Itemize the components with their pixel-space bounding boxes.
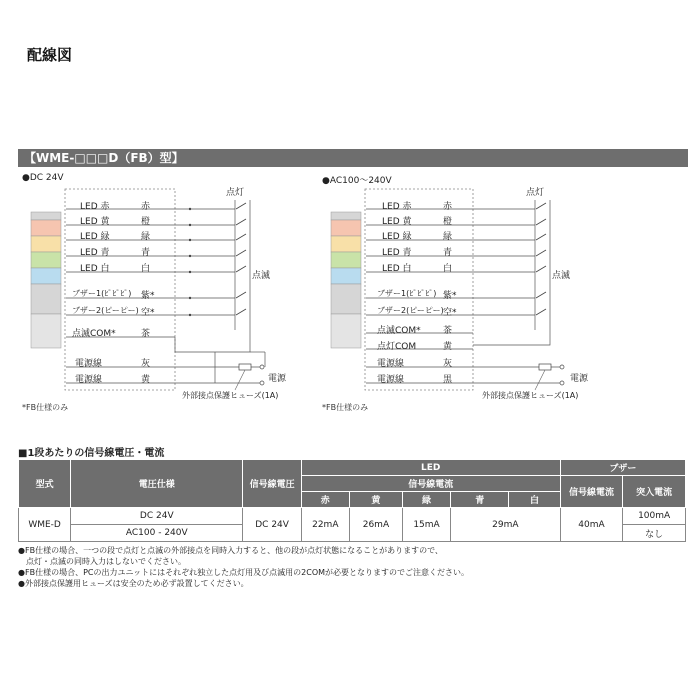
- th-led: LED: [301, 460, 560, 476]
- dc-wire-name: 電源線: [75, 359, 103, 369]
- cell-model: WME-D: [19, 508, 71, 542]
- ac-power-label: 電源: [570, 374, 589, 384]
- ac-wire-name: LED 黄: [382, 217, 412, 227]
- cell-buzzer-current: 40mA: [560, 508, 623, 542]
- dc-wire-color: 空*: [141, 308, 155, 318]
- ac-wire-color: 空*: [443, 308, 457, 318]
- footnote: ●外部接点保護用ヒューズは安全のため必ず設置してください。: [18, 579, 249, 588]
- cell-signal-voltage: DC 24V: [243, 508, 301, 542]
- spec-table: [18, 459, 686, 542]
- ac-wire-name: 点滅COM*: [377, 326, 421, 336]
- ac-wire-color: 灰: [443, 359, 453, 369]
- dc-wire-name: LED 緑: [80, 232, 110, 242]
- ac-wire-name: 電源線: [377, 375, 405, 385]
- dc-wire-name: LED 青: [80, 248, 110, 258]
- cell-red: 22mA: [301, 508, 349, 542]
- dc-wire-color: 青: [141, 248, 151, 258]
- footnotes: [18, 545, 688, 589]
- footnote: ●FB仕様の場合、PCの出力ユニットにはそれぞれ独立した点灯用及び点滅用の2COMが必要となりますのでご注意ください。: [18, 568, 470, 577]
- ac-wire-color: 黒: [443, 375, 453, 385]
- table-title: ■1段あたりの信号線電圧・電流: [18, 448, 165, 459]
- dc-wire-name: 電源線: [75, 375, 103, 385]
- dc-power-label: 電源: [268, 374, 287, 384]
- dc-wire-color: 黄: [141, 375, 151, 385]
- ac-wire-name: ブザー2(ピーピー): [377, 306, 444, 315]
- section-header: 【WME-□□□D（FB）型】: [18, 149, 688, 167]
- dc-wire-color: 白: [141, 264, 151, 274]
- cell-inrush-ac: なし: [623, 525, 686, 542]
- th-red: 赤: [301, 492, 349, 508]
- ac-wire-color: 紫*: [443, 291, 457, 301]
- ac-wire-color: 緑: [443, 232, 453, 242]
- stack-green: [31, 252, 61, 268]
- ac-wire-color: 橙: [443, 217, 453, 227]
- ac-wire-name: LED 青: [382, 248, 412, 258]
- ac-wire-color: 白: [443, 264, 453, 274]
- dc-switch-on-label: 点灯: [226, 188, 245, 198]
- cell-blue-white: 29mA: [451, 508, 561, 542]
- dc-switch-blink-label: 点滅: [252, 271, 271, 281]
- dc-wire-name: ブザー2(ピーピー): [72, 306, 139, 315]
- cell-inrush-dc: 100mA: [623, 508, 686, 525]
- cell-green: 15mA: [403, 508, 451, 542]
- cell-yellow: 26mA: [349, 508, 402, 542]
- th-model: 型式: [19, 460, 71, 508]
- ac-wire-color: 茶: [443, 326, 453, 336]
- fuse-dc: [239, 364, 251, 370]
- dc-note: *FB仕様のみ: [22, 403, 69, 412]
- th-voltage-spec: 電圧仕様: [71, 460, 243, 508]
- th-buzzer: ブザー: [560, 460, 685, 476]
- th-green: 緑: [403, 492, 451, 508]
- ac-wire-name: LED 白: [382, 264, 412, 274]
- page-title: 配線図: [27, 46, 73, 64]
- th-white: 白: [509, 492, 560, 508]
- dc-wire-name: LED 赤: [80, 202, 110, 212]
- ac-wire-color: 青: [443, 248, 453, 258]
- dc-wire-color: 紫*: [141, 291, 155, 301]
- th-led-signal-current: 信号線電流: [301, 476, 560, 492]
- stack-body: [31, 284, 61, 314]
- dc-wire-name: LED 白: [80, 264, 110, 274]
- th-blue: 青: [451, 492, 509, 508]
- th-buzzer-signal-current: 信号線電流: [560, 476, 623, 508]
- stack-blue: [31, 268, 61, 284]
- th-signal-voltage: 信号線電圧: [243, 460, 301, 508]
- ac-wire-name: LED 緑: [382, 232, 412, 242]
- stack-yellow: [31, 236, 61, 252]
- diagram-dc-title: ●DC 24V: [22, 173, 64, 183]
- th-yellow: 黄: [349, 492, 402, 508]
- footnote: ●FB仕様の場合、一つの段で点灯と点滅の外部接点を同時入力すると、他の段が点灯状態になることがありますので、: [18, 546, 443, 555]
- ac-wire-name: 電源線: [377, 359, 405, 369]
- stack-red: [31, 220, 61, 236]
- dc-wire-color: 橙: [141, 217, 151, 227]
- ac-wire-name: ブザー1(ﾋﾟﾋﾟﾋﾟ): [377, 289, 437, 298]
- cell-voltage-ac: AC100 - 240V: [71, 525, 243, 542]
- dc-fuse-label: 外部接点保護ヒューズ(1A): [182, 391, 279, 400]
- stack-base: [31, 314, 61, 348]
- dc-wire-color: 茶: [141, 329, 151, 339]
- ac-fuse-label: 外部接点保護ヒューズ(1A): [482, 391, 579, 400]
- dc-wire-color: 緑: [141, 232, 151, 242]
- ac-wire-color: 黄: [443, 342, 453, 352]
- ac-note: *FB仕様のみ: [322, 403, 369, 412]
- ac-wire-name: LED 赤: [382, 202, 412, 212]
- fuse-ac: [539, 364, 551, 370]
- dc-wire-name: 点滅COM*: [72, 329, 116, 339]
- dc-wire-name: LED 黄: [80, 217, 110, 227]
- ac-switch-on-label: 点灯: [526, 188, 545, 198]
- dc-wire-name: ブザー1(ﾋﾟﾋﾟﾋﾟ): [72, 289, 132, 298]
- ac-switch-blink-label: 点滅: [552, 271, 571, 281]
- dc-wire-color: 赤: [141, 202, 151, 212]
- ac-wire-name: 点灯COM: [377, 342, 417, 352]
- stack-top: [31, 212, 61, 220]
- dc-wire-color: 灰: [141, 359, 151, 369]
- cell-voltage-dc: DC 24V: [71, 508, 243, 525]
- diagram-ac-title: ●AC100～240V: [322, 176, 392, 186]
- ac-wire-color: 赤: [443, 202, 453, 212]
- footnote: 点灯・点滅の同時入力はしないでください。: [18, 557, 186, 566]
- th-inrush-current: 突入電流: [623, 476, 686, 508]
